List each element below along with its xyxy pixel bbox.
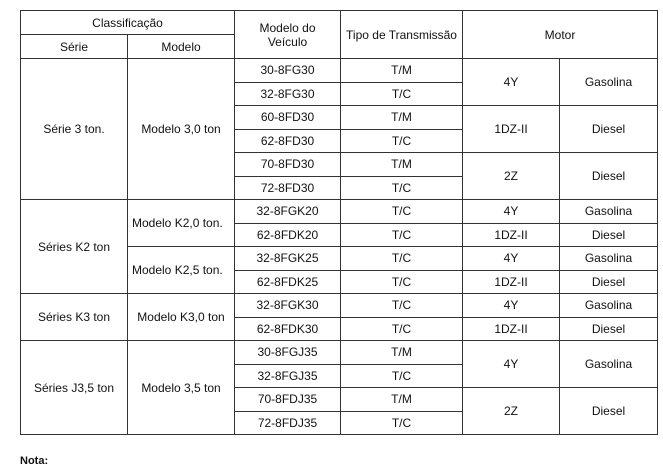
transmissao-cell: T/C bbox=[341, 200, 463, 224]
motor-cell: 2Z bbox=[463, 153, 560, 200]
veiculo-cell: 32-8FG30 bbox=[235, 82, 341, 106]
transmissao-cell: T/M bbox=[341, 388, 463, 412]
combustivel-cell: Diesel bbox=[560, 388, 658, 435]
header-classificacao: Classificação bbox=[21, 11, 235, 35]
serie-cell: Séries J3,5 ton bbox=[21, 341, 128, 435]
veiculo-cell: 32-8FGK20 bbox=[235, 200, 341, 224]
motor-cell: 4Y bbox=[463, 200, 560, 224]
veiculo-cell: 62-8FDK25 bbox=[235, 270, 341, 294]
motor-cell: 1DZ-II bbox=[463, 317, 560, 341]
combustivel-cell: Gasolina bbox=[560, 341, 658, 388]
table-row bbox=[21, 294, 658, 318]
veiculo-cell: 70-8FDJ35 bbox=[235, 388, 341, 412]
veiculo-cell: 30-8FG30 bbox=[235, 59, 341, 83]
veiculo-cell: 72-8FD30 bbox=[235, 176, 341, 200]
transmissao-cell: T/M bbox=[341, 153, 463, 177]
transmissao-cell: T/C bbox=[341, 411, 463, 435]
modelo-cell: Modelo K2,0 ton. bbox=[128, 200, 235, 247]
veiculo-cell: 62-8FDK30 bbox=[235, 317, 341, 341]
serie-cell: Séries K3 ton bbox=[21, 294, 128, 341]
veiculo-cell: 32-8FGK30 bbox=[235, 294, 341, 318]
motor-cell: 1DZ-II bbox=[463, 106, 560, 153]
transmissao-cell: T/C bbox=[341, 364, 463, 388]
transmissao-cell: T/C bbox=[341, 317, 463, 341]
combustivel-cell: Diesel bbox=[560, 223, 658, 247]
table-row bbox=[21, 200, 658, 224]
combustivel-cell: Diesel bbox=[560, 153, 658, 200]
transmissao-cell: T/C bbox=[341, 247, 463, 271]
transmissao-cell: T/C bbox=[341, 129, 463, 153]
transmissao-cell: T/M bbox=[341, 106, 463, 130]
table-row bbox=[21, 59, 658, 83]
motor-cell: 1DZ-II bbox=[463, 270, 560, 294]
transmissao-cell: T/C bbox=[341, 223, 463, 247]
combustivel-cell: Gasolina bbox=[560, 294, 658, 318]
veiculo-cell: 70-8FD30 bbox=[235, 153, 341, 177]
motor-cell: 4Y bbox=[463, 247, 560, 271]
combustivel-cell: Gasolina bbox=[560, 59, 658, 106]
motor-cell: 2Z bbox=[463, 388, 560, 435]
header-serie: Série bbox=[21, 35, 128, 59]
modelo-cell: Modelo K2,5 ton. bbox=[128, 247, 235, 294]
transmissao-cell: T/C bbox=[341, 82, 463, 106]
vehicle-classification-table bbox=[20, 10, 658, 435]
table-row bbox=[21, 341, 658, 365]
transmissao-cell: T/C bbox=[341, 270, 463, 294]
header-tipo-transmissao: Tipo de Transmissão bbox=[341, 11, 463, 59]
combustivel-cell: Gasolina bbox=[560, 200, 658, 224]
header-motor: Motor bbox=[463, 11, 658, 59]
veiculo-cell: 32-8FGK25 bbox=[235, 247, 341, 271]
combustivel-cell: Diesel bbox=[560, 270, 658, 294]
veiculo-cell: 32-8FGJ35 bbox=[235, 364, 341, 388]
motor-cell: 4Y bbox=[463, 341, 560, 388]
combustivel-cell: Diesel bbox=[560, 106, 658, 153]
transmissao-cell: T/C bbox=[341, 294, 463, 318]
motor-cell: 1DZ-II bbox=[463, 223, 560, 247]
motor-cell: 4Y bbox=[463, 59, 560, 106]
modelo-cell: Modelo K3,0 ton bbox=[128, 294, 235, 341]
veiculo-cell: 62-8FDK20 bbox=[235, 223, 341, 247]
serie-cell: Séries K2 ton bbox=[21, 200, 128, 294]
modelo-cell: Modelo 3,0 ton bbox=[128, 59, 235, 200]
header-modelo: Modelo bbox=[128, 35, 235, 59]
veiculo-cell: 62-8FD30 bbox=[235, 129, 341, 153]
combustivel-cell: Diesel bbox=[560, 317, 658, 341]
motor-cell: 4Y bbox=[463, 294, 560, 318]
transmissao-cell: T/M bbox=[341, 59, 463, 83]
modelo-cell: Modelo 3,5 ton bbox=[128, 341, 235, 435]
veiculo-cell: 30-8FGJ35 bbox=[235, 341, 341, 365]
veiculo-cell: 72-8FDJ35 bbox=[235, 411, 341, 435]
serie-cell: Série 3 ton. bbox=[21, 59, 128, 200]
note-label: Nota: bbox=[20, 455, 49, 467]
header-modelo-veiculo: Modelo do Veículo bbox=[235, 11, 341, 59]
veiculo-cell: 60-8FD30 bbox=[235, 106, 341, 130]
transmissao-cell: T/M bbox=[341, 341, 463, 365]
transmissao-cell: T/C bbox=[341, 176, 463, 200]
combustivel-cell: Gasolina bbox=[560, 247, 658, 271]
